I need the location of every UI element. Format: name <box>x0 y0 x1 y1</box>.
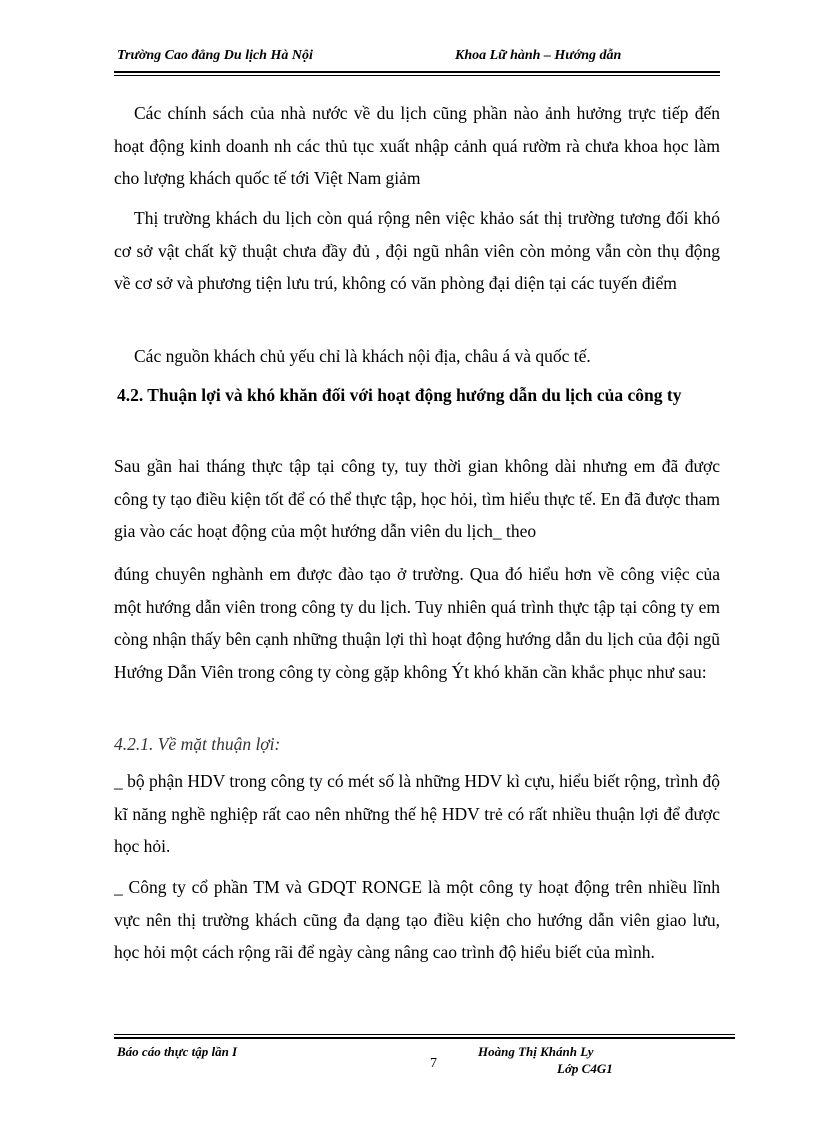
paragraph-market: Thị trường khách du lịch còn quá rộng nên việc khảo sát thị trường tương đối khó cơ sở vật chất kỹ thuật chưa đầy đủ , đội ngũ nhân viên còn mỏng vẫn còn thụ động về cơ sở và phương tiện lưu trú, không có văn phòng đại diện tại các tuyến điểm <box>114 208 720 293</box>
paragraph-internship-cont: đúng chuyên nghành em được đào tạo ở trường. Qua đó hiểu hơn về công việc của một hướng dẫn viên trong công ty du lịch. Tuy nhiên quá trình thực tập tại công ty em còng nhận thấy bên cạnh những thuận lợi thì hoạt động hướng dẫn du lịch của đội ngũ Hướng Dẫn Viên trong công ty còng gặp không Ýt khó khăn cần khắc phục như sau: <box>114 564 720 682</box>
footer-class: Lớp C4G1 <box>557 1061 613 1076</box>
paragraph-internship: Sau gần hai tháng thực tập tại công ty, tuy thời gian không dài nhưng em đã được công ty tạo điều kiện tốt để có thể thực tập, học hỏi, tìm hiểu thực tế. En đã được tham gia vào các hoạt động của một hướng dẫn viên du lịch_ theo <box>114 456 720 541</box>
header-left: Trường Cao đẳng Du lịch Hà Nội <box>117 48 313 63</box>
paragraph-advantage-1: _ bộ phận HDV trong công ty có mét số là những HDV kì cựu, hiểu biết rộng, trình độ kĩ năng nghề nghiệp rất cao nên những thế hệ HDV trẻ có rất nhiều thuận lợi để được học hỏi. <box>114 771 720 856</box>
footer-author: Hoàng Thị Khánh Ly <box>478 1044 594 1059</box>
paragraph-advantage-2: _ Công ty cổ phần TM và GDQT RONGE là một công ty hoạt động trên nhiều lĩnh vực nên thị trường khách cũng đa dạng tạo điều kiện cho hướng dẫn viên giao lưu, học hỏi một cách rộng rãi để ngày càng nâng cao trình độ hiểu biết của mình. <box>114 877 720 962</box>
header-right: Khoa Lữ hành – Hướng dẫn <box>455 48 622 63</box>
footer-report-title: Báo cáo thực tập lần I <box>117 1044 238 1059</box>
header-rule <box>114 71 720 76</box>
page-number: 7 <box>430 1056 437 1071</box>
subsection-heading: 4.2.1. Về mặt thuận lợi: <box>114 734 281 754</box>
paragraph-sources: Các nguồn khách chủ yếu chỉ là khách nội địa, châu á và quốc tế. <box>134 346 591 366</box>
footer-rule <box>114 1034 735 1039</box>
section-heading: 4.2. Thuận lợi và khó khăn đối với hoạt động hướng dẫn du lịch của công ty <box>117 385 682 405</box>
paragraph-policy: Các chính sách của nhà nước về du lịch cũng phần nào ảnh hưởng trực tiếp đến hoạt động kinh doanh nh các thủ tục xuất nhập cảnh quá rườm rà chưa khoa học làm cho lượng khách quốc tế tới Việt Nam giảm <box>114 103 720 188</box>
